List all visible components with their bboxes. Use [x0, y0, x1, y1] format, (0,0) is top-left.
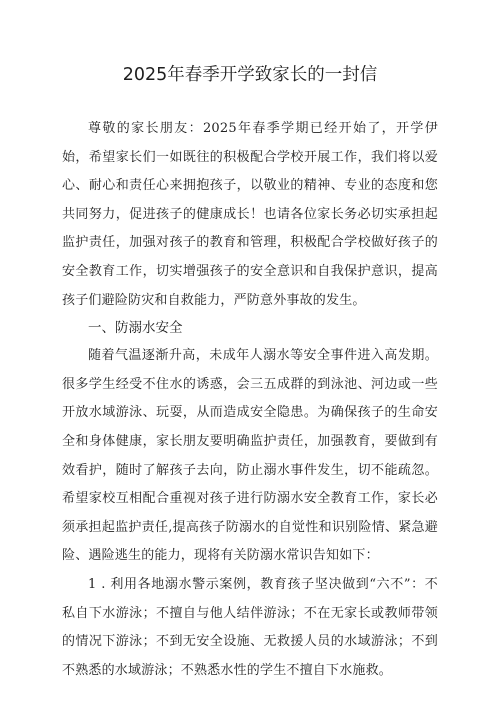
- section-heading: 一、防溺水安全: [88, 320, 183, 337]
- page-title: 2025年春季开学致家长的一封信: [122, 65, 378, 85]
- rule-item-1-paragraph: 1 . 利用各地溺水警示案例，教育孩子坚决做到“六不”：不私自下水游泳；不擅自与他人结伴游泳；不在无家长或教师带领的情况下游泳；不到无安全设施、无救援人员的水域游泳；不到不熟悉的水域游泳；不熟悉水性的学生不擅自下水施救。: [62, 576, 438, 678]
- letter-body: [62, 115, 438, 685]
- drowning-intro-paragraph: 随着气温逐渐升高，未成年人溺水等安全事件进入高发期。很多学生经受不住水的诱惑，会三五成群的到泳池、河边或一些开放水域游泳、玩耍，从而造成安全隐患。为确保孩子的生命安全和身体健康，家长朋友要明确监护责任，加强教育，要做到有效看护，随时了解孩子去向，防止溺水事件发生，切不能疏忽。希望家校互相配合重视对孩子进行防溺水安全教育工作，家长必须承担起监护责任,提高孩子防溺水的自觉性和识别险情、紧急避险、遇险逃生的能力，现将有关防溺水常识告知如下：: [62, 348, 438, 564]
- greeting-paragraph: 尊敬的家长朋友：2025年春季学期已经开始了，开学伊始，希望家长们一如既往的积极配合学校开展工作，我们将以爱心、耐心和责任心来拥抱孩子，以敬业的精神、专业的态度和您共同努力，促进孩子的健康成长！也请各位家长务必切实承担起监护责任，加强对孩子的教育和管理，积极配合学校做好孩子的安全教育工作，切实增强孩子的安全意识和自我保护意识，提高孩子们避险防灾和自救能力，严防意外事故的发生。: [62, 121, 438, 308]
